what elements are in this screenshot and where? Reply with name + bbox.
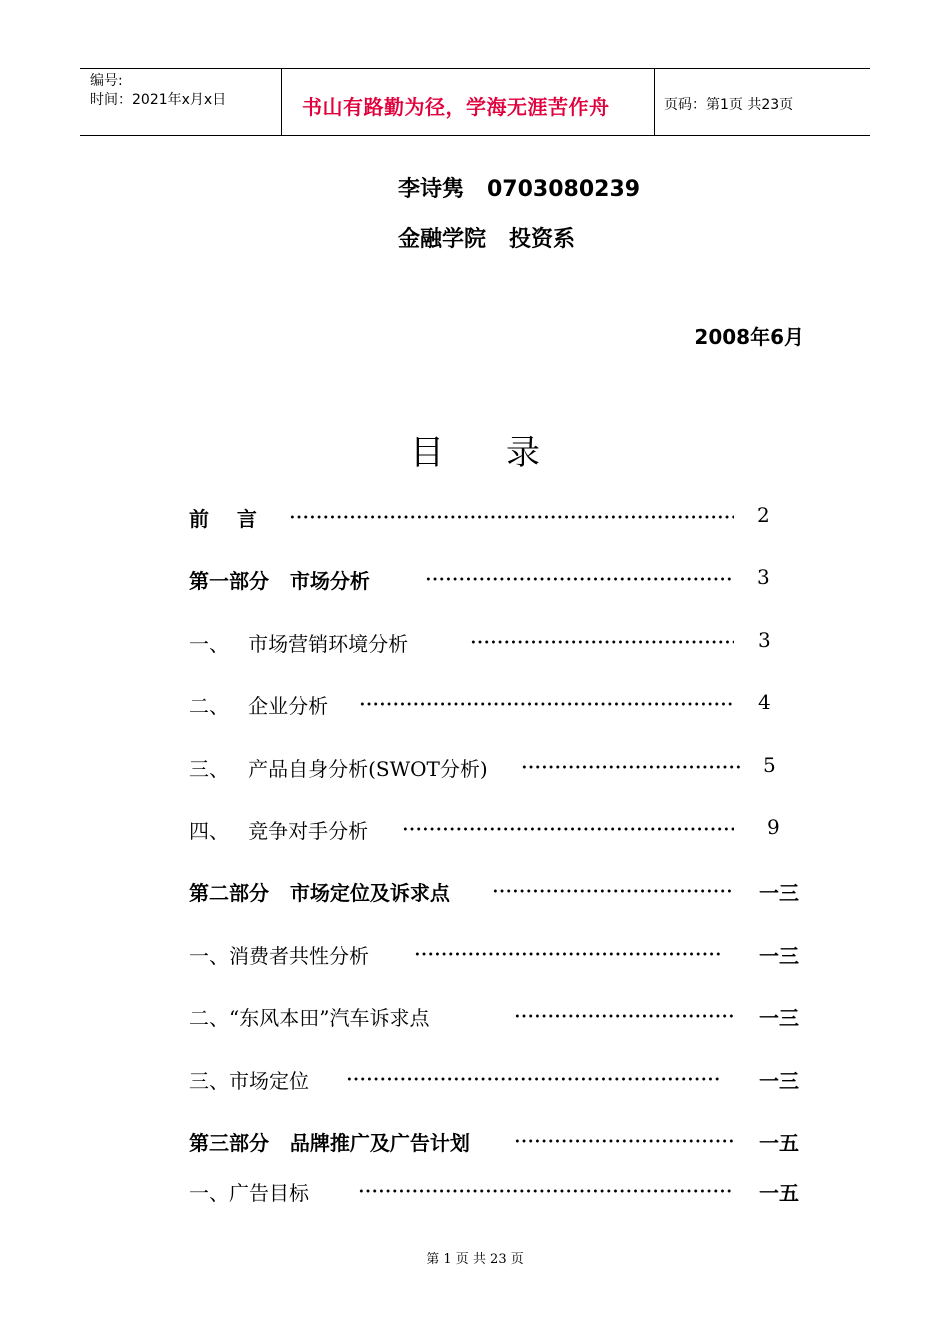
toc-leader-dots (359, 702, 734, 706)
toc-entry-2-1[interactable] (0, 940, 950, 970)
toc-leader-dots (289, 515, 734, 519)
header-time-label: 时间：2021年x月x日 (90, 92, 227, 108)
toc-entry-page: 4 (758, 690, 771, 714)
author-line: 李诗隽 0703080239 (398, 177, 641, 202)
header-divider-right (654, 68, 655, 136)
toc-entry-page: 一三 (759, 1006, 799, 1030)
header-bottom-rule (80, 135, 870, 136)
toc-entry-label: 一、广告目标 (189, 1181, 309, 1205)
toc-entry-part-3[interactable] (0, 1127, 950, 1157)
toc-leader-dots (402, 827, 734, 831)
toc-entry-label: 前 言 (189, 507, 257, 531)
toc-entry-preface[interactable] (0, 503, 950, 533)
toc-entry-page: 5 (763, 753, 776, 777)
header-motto: 书山有路勤为径，学海无涯苦作舟 (302, 95, 610, 119)
toc-entry-label: 三、 产品自身分析(SWOT分析) (189, 757, 488, 781)
toc-leader-dots (514, 1139, 734, 1143)
toc-entry-page: 9 (767, 815, 780, 839)
toc-entry-1-1[interactable] (0, 628, 950, 658)
toc-entry-1-4[interactable] (0, 815, 950, 845)
toc-leader-dots (414, 952, 722, 956)
toc-leader-dots (514, 1014, 734, 1018)
toc-entry-2-2[interactable] (0, 1002, 950, 1032)
toc-entry-page: 一五 (759, 1181, 799, 1205)
toc-leader-dots (521, 765, 740, 769)
toc-title-char-1: 目 (410, 433, 444, 473)
toc-entry-part-1[interactable] (0, 565, 950, 595)
toc-entry-label: 二、 企业分析 (189, 694, 329, 718)
document-date: 2008年6月 (694, 325, 804, 349)
toc-entry-label: 三、市场定位 (189, 1069, 309, 1093)
toc-entry-label: 四、 竞争对手分析 (189, 819, 369, 843)
toc-entry-label: 第二部分 市场定位及诉求点 (189, 881, 450, 905)
toc-title-char-2: 录 (506, 433, 540, 473)
toc-entry-label: 一、 市场营销环境分析 (189, 632, 409, 656)
toc-title (0, 425, 950, 474)
toc-entry-page: 一三 (759, 944, 799, 968)
toc-leader-dots (470, 640, 734, 644)
header-number-label: 编号: (90, 73, 123, 89)
toc-entry-label: 一、消费者共性分析 (189, 944, 369, 968)
toc-entry-page: 3 (757, 565, 770, 589)
header-divider-left (281, 68, 282, 136)
toc-entry-part-2[interactable] (0, 877, 950, 907)
toc-entry-1-3[interactable] (0, 753, 950, 783)
toc-leader-dots (492, 889, 734, 893)
page-footer: 第 1 页 共 23 页 (426, 1252, 524, 1267)
toc-entry-label: 第三部分 品牌推广及广告计划 (189, 1131, 470, 1155)
department-line: 金融学院 投资系 (398, 227, 575, 252)
toc-entry-3-1[interactable] (0, 1177, 950, 1207)
toc-leader-dots (358, 1189, 734, 1193)
toc-entry-page: 一五 (759, 1131, 799, 1155)
header-meta (90, 72, 226, 110)
toc-entry-page: 2 (757, 503, 770, 527)
header-page-info: 页码：第1页 共23页 (664, 97, 794, 113)
header-top-rule (80, 68, 870, 69)
toc-leader-dots (346, 1077, 722, 1081)
toc-entry-page: 一三 (759, 881, 799, 905)
toc-entry-page: 3 (758, 628, 771, 652)
toc-entry-page: 一三 (759, 1069, 799, 1093)
toc-entry-label: 二、“东风本田”汽车诉求点 (189, 1006, 430, 1030)
toc-leader-dots (425, 577, 734, 581)
toc-entry-label: 第一部分 市场分析 (189, 569, 370, 593)
toc-entry-2-3[interactable] (0, 1065, 950, 1095)
toc-entry-1-2[interactable] (0, 690, 950, 720)
